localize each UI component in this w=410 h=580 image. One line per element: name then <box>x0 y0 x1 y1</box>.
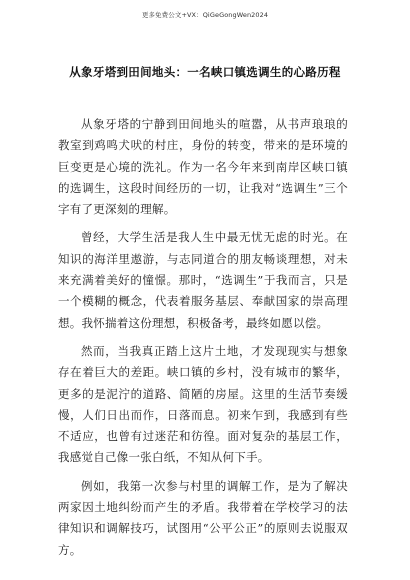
document-body <box>58 114 348 568</box>
paragraph: 曾经，大学生活是我人生中最无忧无虑的时光。在知识的海洋里遨游，与志同道合的朋友畅谈理想，对未来充满着美好的憧憬。那时，“选调生”于我而言，只是一个模糊的概念，代表着服务基层、奉献国家的崇高理想。我怀揣着这份理想，积极备考，最终如愿以偿。 <box>58 230 348 330</box>
paragraph: 例如，我第一次参与村里的调解工作，是为了解决两家因土地纠纷而产生的矛盾。我带着在学校学习的法律知识和调解技巧，试图用“公平公正”的原则去说服双方。 <box>58 478 348 557</box>
header-note: 更多免费公文+VX：QiGeGongWen2024 <box>141 11 269 19</box>
paragraph: 然而，当我真正踏上这片土地，才发现现实与想象存在着巨大的差距。峡口镇的乡村，没有城市的繁华，更多的是泥泞的道路、简陋的房屋。这里的生活节奏缓慢，人们日出而作，日落而息。初来乍到，我感到有些不适应，也曾有过迷茫和彷徨。面对复杂的基层工作，我感觉自己像一张白纸，不知从何下手。 <box>58 343 348 465</box>
paragraph: 从象牙塔的宁静到田间地头的喧嚣，从书声琅琅的教室到鸡鸣犬吠的村庄，身份的转变，带来的是环境的巨变更是心境的洗礼。作为一名今年来到南岸区峡口镇的选调生，这段时间经历的一切，让我对“选调生”三个字有了更深刻的理解。 <box>58 117 348 217</box>
page-title: 从象牙塔到田间地头：一名峡口镇选调生的心路历程 <box>69 65 341 79</box>
